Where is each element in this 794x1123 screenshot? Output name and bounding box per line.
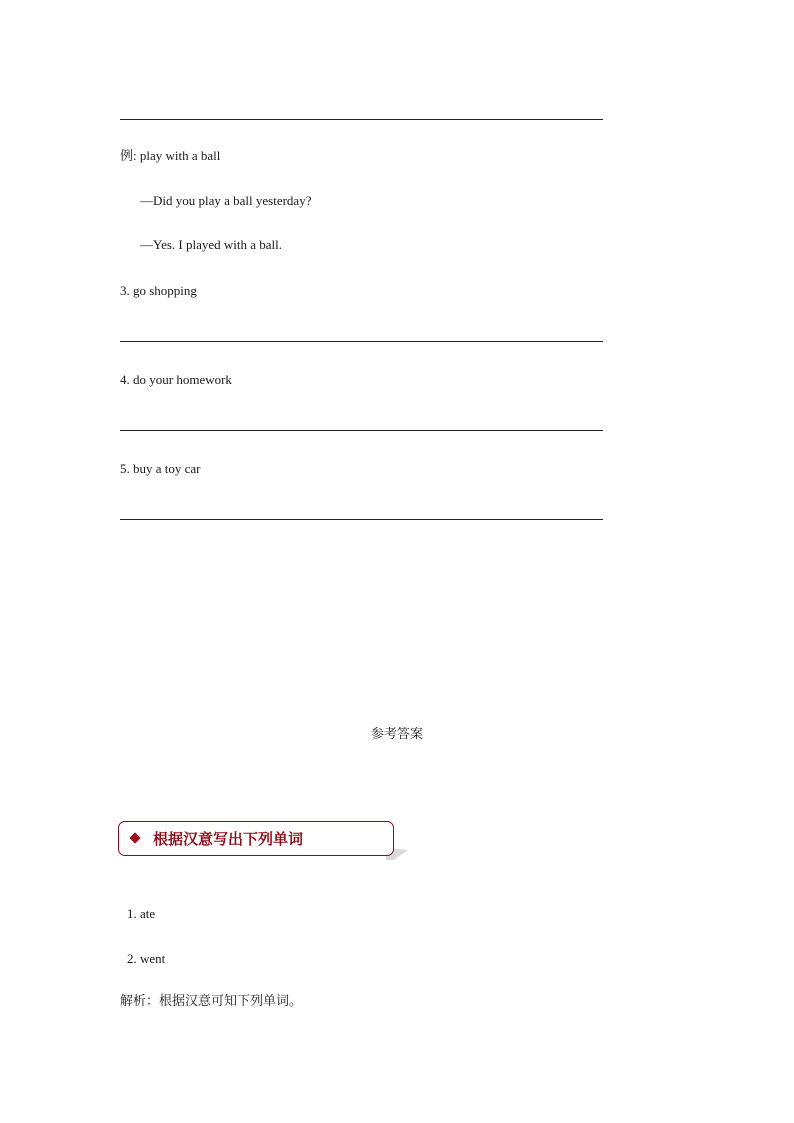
- answer-line-top: [120, 119, 603, 120]
- answer-item-2: 2. went: [127, 951, 166, 966]
- exercise-item-4: 4. do your homework: [120, 372, 232, 387]
- example-question: —Did you play a ball yesterday?: [140, 193, 312, 208]
- example-label: 例: play with a ball: [120, 148, 221, 163]
- answer-line-4: [120, 430, 603, 431]
- example-answer: —Yes. I played with a ball.: [140, 237, 283, 252]
- analysis-text: 解析：根据汉意可知下列单词。: [120, 994, 303, 1009]
- exercise-item-5: 5. buy a toy car: [120, 461, 201, 476]
- answer-line-5: [120, 519, 603, 520]
- answer-item-1: 1. ate: [127, 906, 156, 921]
- exercise-item-3: 3. go shopping: [120, 283, 197, 298]
- answer-line-3: [120, 341, 603, 342]
- diamond-icon: [129, 832, 140, 843]
- section-banner: [118, 821, 394, 856]
- answers-heading: 参考答案: [370, 727, 423, 742]
- section-title: 根据汉意写出下列单词: [153, 830, 304, 848]
